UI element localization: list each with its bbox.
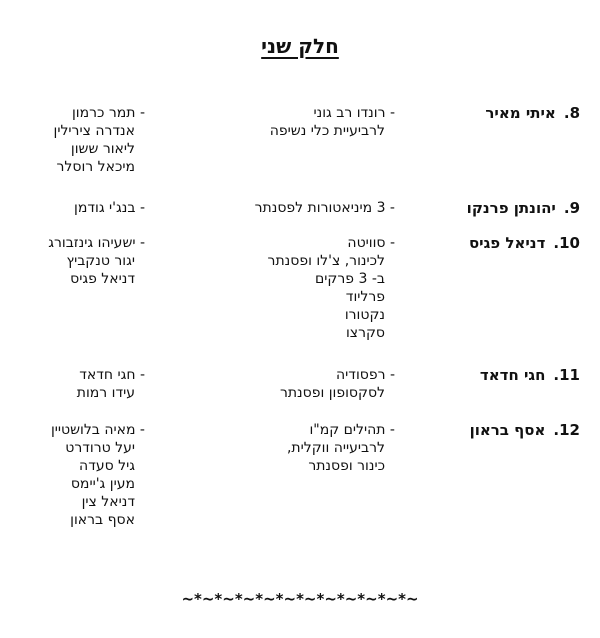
piece-line: לכינור, צ'לו ופסנתר [267, 253, 385, 269]
piece-line: נקטורו [344, 307, 385, 323]
performers-list [5, 234, 145, 288]
performers-list [5, 104, 145, 176]
program-entry-12 [0, 421, 600, 528]
performer-line: יעל טרודרט [65, 440, 135, 456]
performer-line: - מאיה בלושטיין [50, 422, 145, 438]
composer-name: דניאל פגיס [468, 234, 546, 252]
program-entry-10 [0, 234, 600, 341]
piece-line: לסקסופון ופסנתר [279, 385, 385, 401]
decorative-divider: ~*~*~*~*~*~*~*~*~*~*~*~ [181, 590, 419, 608]
piece-line: פרליוד [345, 289, 385, 305]
composer-name: אסף בראון [469, 421, 546, 439]
piece-line: לרביעיית כלי נשיפה [269, 123, 385, 139]
performer-line: יגור טנקביץ [66, 253, 135, 269]
composer-name: איתי מאיר [485, 104, 556, 122]
performer-line: אנדרה צירילין [53, 123, 135, 139]
page-title: חלק שני [261, 34, 339, 58]
performers-list [5, 199, 145, 217]
entry-heading [455, 104, 580, 122]
piece-line: - רפסודיה [336, 367, 395, 383]
entry-number: 8. [563, 104, 580, 122]
entry-number: 10. [553, 234, 580, 252]
performer-line: דניאל פגיס [70, 271, 135, 287]
piece-line: - תהילים קמ"ו [309, 422, 395, 438]
performers-list [5, 421, 145, 529]
performer-line: - ישעיהו גינזבורג [48, 235, 145, 251]
piece-description [195, 199, 395, 217]
performer-line: גיל סעדה [79, 458, 135, 474]
performer-line: מיכאל רוסלר [56, 159, 135, 175]
piece-line: כינור ופסנתר [308, 458, 385, 474]
piece-line: לרביעייה ווקלית, [286, 440, 385, 456]
piece-line: - סוויטה [347, 235, 395, 251]
piece-line: - 3 מיניאטורות לפסנתר [254, 200, 395, 216]
program-entry-9 [0, 199, 600, 217]
performer-line: - תמר כרמון [71, 105, 145, 121]
piece-description [195, 421, 395, 475]
entry-number: 9. [563, 199, 580, 217]
piece-line: ב- 3 פרקים [315, 271, 385, 287]
entry-heading [455, 421, 580, 439]
performer-line: אסף בראון [70, 512, 135, 528]
performers-list [5, 366, 145, 402]
performer-line: עידו רמות [76, 385, 135, 401]
piece-line: - רונדו רב גוני [313, 105, 395, 121]
piece-line: סקרצו [345, 325, 385, 341]
performer-line: ליאור ששון [70, 141, 135, 157]
composer-name: יהונתן פרנקו [466, 199, 556, 217]
program-entry-11 [0, 366, 600, 401]
entry-heading [455, 234, 580, 252]
entry-number: 12. [553, 421, 580, 439]
entry-number: 11. [553, 366, 580, 384]
entry-heading [455, 199, 580, 217]
entry-heading [455, 366, 580, 384]
performer-line: דניאל צין [81, 494, 135, 510]
composer-name: חגי חדאד [479, 366, 546, 384]
performer-line: מעין ג'יימס [70, 476, 135, 492]
performer-line: - חגי חדאד [79, 367, 145, 383]
program-entry-8 [0, 104, 600, 175]
piece-description [195, 234, 395, 342]
piece-description [195, 104, 395, 140]
performer-line: - בנג'י גודמן [74, 200, 145, 216]
piece-description [195, 366, 395, 402]
